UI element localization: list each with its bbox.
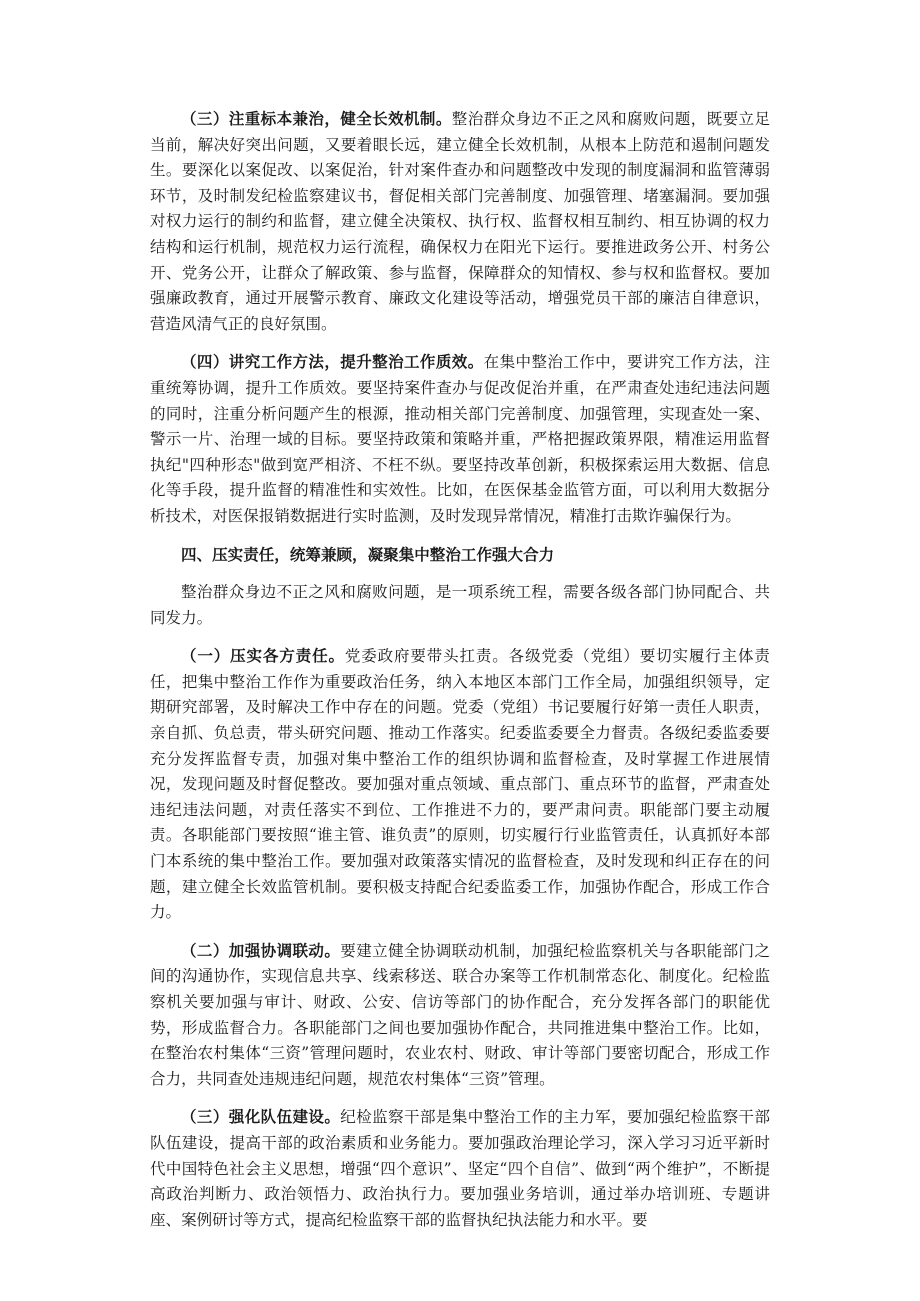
paragraph-2-coordination (150, 938, 770, 1093)
paragraph-lead: （三）强化队伍建设。 (181, 1107, 341, 1127)
paragraph-4-work-method (150, 349, 770, 529)
paragraph-intro (150, 579, 770, 631)
paragraph-lead: （一）压实各方责任。 (181, 646, 345, 666)
paragraph-text: 纪检监察干部是集中整治工作的主力军，要加强纪检监察干部队伍建设，提高干部的政治素质和业务能力。要加强政治理论学习，深入学习习近平新时代中国特色社会主义思想，增强“四个意识”、坚定“四个自信”、做到“两个维护”，不断提高政治判断力、政治领悟力、政治执行力。要加强业务培训，通过举办培训班、专题讲座、案例研讨等方式，提高纪检监察干部的监督执纪执法能力和水平。要 (150, 1108, 770, 1229)
paragraph-text: 整治群众身边不正之风和腐败问题，是一项系统工程，需要各级各部门协同配合、共同发力。 (150, 583, 770, 627)
paragraph-text: 在集中整治工作中，要讲究工作方法，注重统筹协调，提升工作质效。要坚持案件查办与促改促治并重，在严肃查处违纪违法问题的同时，注重分析问题产生的根源，推动相关部门完善制度、加强管理，实现查处一案、警示一片、治理一域的目标。要坚持政策和策略并重，严格把握政策界限，精准运用监督执纪"四种形态"做到宽严相济、不枉不纵。要坚持改革创新，积极探索运用大数据、信息化等手段，提升监督的精准性和实效性。比如，在医保基金监管方面，可以利用大数据分析技术，对医保报销数据进行实时监测，及时发现异常情况，精准打击欺诈骗保行为。 (150, 353, 770, 525)
paragraph-text: 要建立健全协调联动机制，加强纪检监察机关与各职能部门之间的沟通协作，实现信息共享、线索移送、联合办案等工作机制常态化、制度化。纪检监察机关要加强与审计、财政、公安、信访等部门的协作配合，充分发挥各部门的职能优势，形成监督合力。各职能部门之间也要加强协作配合，共同推进集中整治工作。比如，在整治农村集体“三资”管理问题时，农业农村、财政、审计等部门要密切配合，形成工作合力，共同查处违规违纪问题，规范农村集体“三资”管理。 (150, 941, 770, 1088)
paragraph-3-standard-and-root (150, 106, 770, 337)
paragraph-text: 党委政府要带头扛责。各级党委（党组）要切实履行主体责任，把集中整治工作作为重要政治任务，纳入本地区本部门工作全局，加强组织领导，定期研究部署，及时解决工作中存在的问题。党委（党组）书记要履行好第一责任人职责，亲自抓、负总责，带头研究问题、推动工作落实。纪委监委要全力督责。各级纪委监委要充分发挥监督专责，加强对集中整治工作的组织协调和监督检查，及时掌握工作进展情况，发现问题及时督促整改。要加强对重点领域、重点部门、重点环节的监督，严肃查处违纪违法问题，对责任落实不到位、工作推进不力的，要严肃问责。职能部门要主动履责。各职能部门要按照“谁主管、谁负责”的原则，切实履行行业监管责任，认真抓好本部门本系统的集中整治工作。要加强对政策落实情况的监督检查，及时发现和纠正存在的问题，建立健全长效监管机制。要积极支持配合纪委监委工作，加强协作配合，形成工作合力。 (150, 647, 770, 922)
paragraph-lead: （二）加强协调联动。 (181, 940, 341, 960)
paragraph-3-team-building (150, 1104, 770, 1233)
section-heading-4: 四、压实责任，统筹兼顾，凝聚集中整治工作强大合力 (181, 544, 555, 564)
paragraph-text: 整治群众身边不正之风和腐败问题，既要立足当前，解决好突出问题，又要着眼长远，建立健全长效机制，从根本上防范和遏制问题发生。要深化以案促改、以案促治，针对案件查办和问题整改中发现的制度漏洞和监管薄弱环节，及时制发纪检监察建议书，督促相关部门完善制度、加强管理、堵塞漏洞。要加强对权力运行的制约和监督，建立健全决策权、执行权、监督权相互制约、相互协调的权力结构和运行机制，规范权力运行流程，确保权力在阳光下运行。要推进政务公开、村务公开、党务公开，让群众了解政策、参与监督，保障群众的知情权、参与权和监督权。要加强廉政教育，通过开展警示教育、廉政文化建设等活动，增强党员干部的廉洁自律意识，营造风清气正的良好氛围。 (150, 110, 770, 333)
paragraph-lead: （三）注重标本兼治，健全长效机制。 (181, 109, 452, 128)
paragraph-lead: （四）讲究工作方法，提升整治工作质效。 (181, 352, 484, 372)
document-body (150, 106, 770, 1245)
paragraph-1-responsibility (150, 643, 770, 926)
